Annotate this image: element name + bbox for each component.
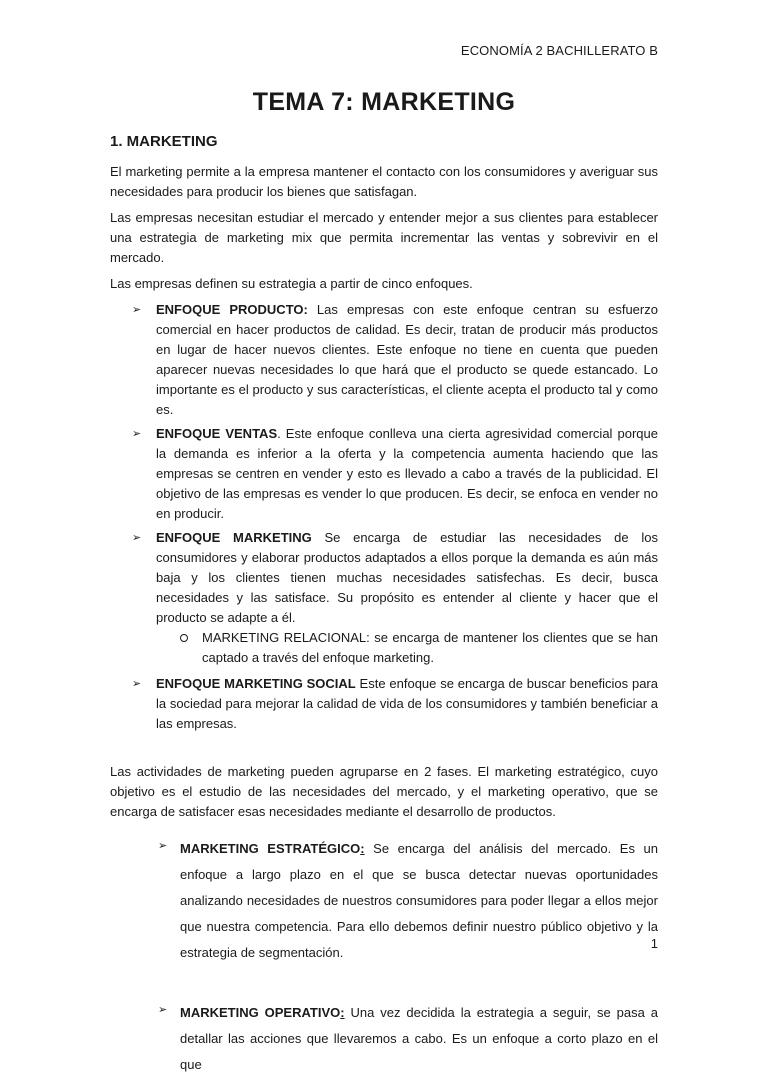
list-item-term: MARKETING OPERATIVO	[180, 1005, 341, 1020]
sub-list-item-text: MARKETING RELACIONAL: se encarga de mantener los clientes que se han captado a través del enfoque marketing.	[202, 630, 658, 665]
list-item-text: Las empresas con este enfoque centran su esfuerzo comercial en hacer productos de calidad. Es decir, tratan de producir más productos en lugar de hacer nuevos clientes. Este enfoque no tiene en cuenta que pueden aparecer nuevas necesidades lo que hará que el producto se quede estancado. Lo importante es el producto y sus características, el cliente acepta el producto tal y como es.	[156, 302, 658, 417]
list-item-text: Se encarga del análisis del mercado. Es un enfoque a largo plazo en el que se busca detectar nuevas oportunidades analizando necesidades de nuestros consumidores para poder llegar a ellos mejor que nuestra competencia. Para ello debemos definir nuestro público objetivo y la estrategia de segmentación.	[180, 841, 658, 960]
list-item-term: ENFOQUE PRODUCTO:	[156, 302, 308, 317]
arrow-bullet-icon: ➢	[132, 428, 142, 440]
arrow-bullet-icon: ➢	[158, 1004, 168, 1016]
arrow-bullet-icon: ➢	[132, 532, 142, 544]
sub-list-item	[110, 628, 658, 668]
arrow-bullet-icon: ➢	[132, 678, 142, 690]
section-heading: 1. MARKETING	[110, 133, 218, 150]
arrow-bullet-icon: ➢	[158, 840, 168, 852]
list-item-text: Se encarga de estudiar las necesidades de los consumidores y elaborar productos adaptados a ellos porque la demanda es aún más baja y los clientes tienen muchas necesidades satisfechas. Es decir, busca necesidades y las satisface. Su propósito es entender al cliente y hacer que el producto se adapte a él.	[156, 530, 658, 625]
paragraph: Las actividades de marketing pueden agruparse en 2 fases. El marketing estratégico, cuyo objetivo es el estudio de las necesidades del mercado, y el marketing operativo, que se encarga de satisfacer esas necesidades mediante el desarrollo de productos.	[110, 764, 658, 819]
list-item	[110, 1000, 658, 1078]
list-item-term: ENFOQUE MARKETING SOCIAL	[156, 676, 356, 691]
circle-bullet-icon	[180, 634, 188, 642]
list-item	[110, 424, 658, 524]
list-item	[110, 836, 658, 966]
enfoques-list	[110, 300, 658, 734]
list-item-text: Una vez decidida la estrategia a seguir, se pasa a detallar las acciones que llevaremos a cabo. Es un enfoque a corto plazo en el que	[180, 1005, 659, 1072]
list-item-term: ENFOQUE VENTAS	[156, 426, 278, 441]
page-header: ECONOMÍA 2 BACHILLERATO B	[460, 43, 658, 58]
list-item	[110, 528, 658, 628]
paragraph: El marketing permite a la empresa mantener el contacto con los consumidores y averiguar sus necesidades para producir los bienes que satisfagan.	[110, 164, 658, 199]
list-item	[110, 674, 658, 734]
page-title: TEMA 7: MARKETING	[252, 88, 516, 116]
list-item-text: Este enfoque se encarga de buscar beneficios para la sociedad para mejorar la calidad de vida de los consumidores y también beneficiar a las empresas.	[156, 676, 658, 731]
page-number: 1	[650, 936, 658, 951]
list-item-text: . Este enfoque conlleva una cierta agresividad comercial porque la demanda es inferior a la oferta y la competencia aumenta haciendo que las empresas se centren en vender y esto es llevado a cabo a través de la publicidad. El objetivo de las empresas es vender lo que producen. Es decir, se enfoca en vender no en producir.	[156, 426, 658, 521]
list-item	[110, 300, 658, 420]
list-item-term: MARKETING ESTRATÉGICO	[180, 841, 361, 856]
body-content	[110, 162, 658, 1088]
paragraph: Las empresas necesitan estudiar el mercado y entender mejor a sus clientes para establecer una estrategia de marketing mix que permita incrementar las ventas y sobrevivir en el mercado.	[110, 210, 658, 265]
paragraph: Las empresas definen su estrategia a partir de cinco enfoques.	[110, 276, 473, 291]
list-item-colon: :	[340, 1005, 345, 1020]
list-item-colon: :	[360, 841, 365, 856]
arrow-bullet-icon: ➢	[132, 304, 142, 316]
list-item-term: ENFOQUE MARKETING	[156, 530, 312, 545]
